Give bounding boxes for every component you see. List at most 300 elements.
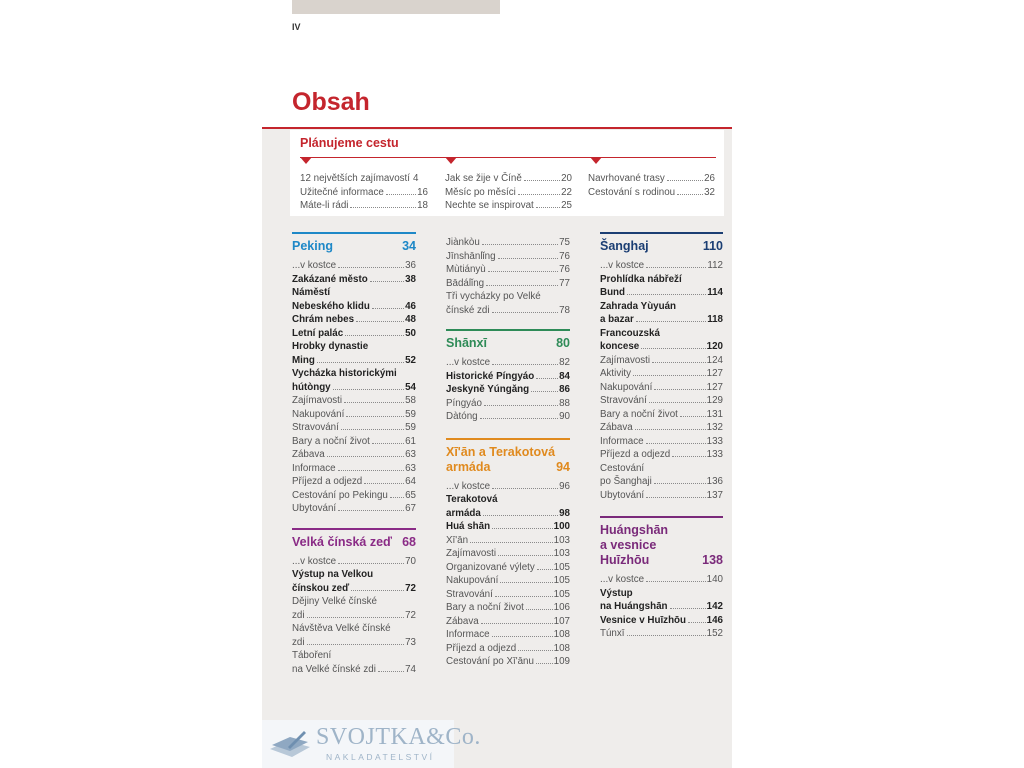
- entry-list: [600, 259, 723, 502]
- leader-dots: [482, 244, 558, 245]
- entry-label: 12 největších zajímavostí: [300, 173, 410, 184]
- section-shanghai: [600, 232, 723, 502]
- leader-dots: [536, 378, 558, 379]
- entry-page: 152: [706, 628, 723, 639]
- leader-dots: [526, 609, 553, 610]
- entry-page: 50: [405, 327, 416, 339]
- entry-page: 36: [405, 260, 416, 271]
- leader-dots: [317, 362, 404, 363]
- toc-entry[interactable]: [446, 547, 570, 561]
- toc-entry[interactable]: [600, 327, 723, 341]
- entry-label: Stravování: [292, 422, 339, 433]
- section-name: Shānxī: [446, 336, 487, 350]
- entry-label: na Velké čínské zdi: [292, 663, 376, 675]
- toc-entry[interactable]: [600, 408, 723, 422]
- entry-page: 108: [553, 629, 570, 640]
- entry-label: Nechte se inspirovat: [445, 200, 534, 211]
- toc-entry[interactable]: [292, 649, 416, 663]
- toc-entry[interactable]: [600, 313, 723, 327]
- toc-entry[interactable]: [292, 286, 416, 300]
- toc-entry[interactable]: [445, 172, 572, 186]
- entry-label: Letní palác: [292, 327, 344, 339]
- entry-page: 16: [417, 186, 428, 198]
- section-page: 68: [402, 534, 416, 549]
- toc-entry[interactable]: [292, 421, 416, 435]
- leader-dots: [483, 515, 558, 516]
- leader-dots: [488, 271, 558, 272]
- entry-label: Navrhované trasy: [588, 173, 665, 184]
- entry-page: 76: [559, 264, 570, 275]
- leader-dots: [518, 194, 560, 195]
- entry-label: Měsíc po měsíci: [445, 186, 516, 198]
- toc-entry[interactable]: [446, 277, 570, 291]
- entry-label: ...v kostce: [600, 574, 645, 585]
- toc-entry[interactable]: [446, 574, 570, 588]
- leader-dots: [307, 617, 405, 618]
- entry-page: 132: [706, 422, 723, 433]
- toc-entry[interactable]: [446, 520, 570, 534]
- plan-column-2: [445, 172, 572, 213]
- entry-label: po Šanghaji: [600, 476, 652, 487]
- entry-label: Užitečné informace: [300, 186, 384, 198]
- entry-label: Huá shān: [446, 521, 491, 532]
- toc-entry[interactable]: [600, 381, 723, 395]
- entry-label: Bary a noční život: [446, 602, 524, 613]
- entry-page: 127: [706, 381, 723, 393]
- entry-page: 75: [559, 237, 570, 248]
- section-huangshan: [600, 516, 723, 641]
- leader-dots: [351, 590, 404, 591]
- entry-page: 106: [553, 602, 570, 613]
- entry-list: [446, 480, 570, 669]
- section-heading: [446, 438, 570, 475]
- entry-page: 77: [559, 277, 570, 289]
- toc-entry[interactable]: [446, 655, 570, 669]
- leader-dots: [341, 429, 404, 430]
- entry-page: 146: [706, 614, 723, 626]
- toc-entry[interactable]: [600, 394, 723, 408]
- leader-dots: [646, 267, 706, 268]
- entry-page: 73: [405, 636, 416, 648]
- entry-page: 59: [405, 408, 416, 420]
- entry-page: 22: [561, 186, 572, 198]
- book-logo-icon: [268, 727, 312, 761]
- page-title: Obsah: [292, 88, 370, 116]
- leader-dots: [492, 636, 553, 637]
- entry-page: 114: [707, 287, 723, 298]
- toc-entry[interactable]: [600, 475, 723, 489]
- leader-dots: [518, 650, 552, 651]
- entry-page: 88: [559, 397, 570, 409]
- entry-page: 84: [559, 370, 570, 382]
- leader-dots: [646, 497, 706, 498]
- entry-label: zdi: [292, 609, 305, 621]
- toc-entry[interactable]: [292, 381, 416, 395]
- section-name: Velká čínská zeď: [292, 534, 393, 549]
- leader-dots: [680, 416, 706, 417]
- entry-page: 131: [706, 408, 723, 420]
- toc-entry[interactable]: [292, 313, 416, 327]
- toc-entry[interactable]: [292, 636, 416, 650]
- leader-dots: [344, 402, 404, 403]
- toc-entry[interactable]: [446, 561, 570, 575]
- toc-entry[interactable]: [446, 507, 570, 521]
- section-name: Peking: [292, 239, 333, 253]
- leader-dots: [498, 555, 553, 556]
- leader-dots: [633, 375, 706, 376]
- toc-entry[interactable]: [588, 186, 715, 200]
- leader-dots: [338, 563, 404, 564]
- section-heading: [600, 516, 723, 568]
- entry-page: 64: [405, 476, 416, 487]
- entry-label: Jak se žije v Číně: [445, 173, 522, 184]
- entry-label: na Huángshān: [600, 601, 668, 612]
- entry-label: Vesnice v Huīzhōu: [600, 614, 687, 626]
- column-2: [446, 236, 570, 669]
- entry-page: 67: [405, 503, 416, 514]
- entry-label: Stravování: [600, 395, 647, 406]
- leader-dots: [378, 671, 404, 672]
- toc-entry[interactable]: [292, 394, 416, 408]
- leader-dots: [667, 180, 703, 181]
- section-name: Šanghaj: [600, 239, 649, 253]
- entry-label: Nebeského klidu: [292, 300, 370, 312]
- entry-page: 98: [559, 507, 570, 519]
- leader-dots: [390, 497, 404, 498]
- leader-dots: [492, 364, 558, 365]
- leader-dots: [646, 581, 706, 582]
- leader-dots: [627, 635, 706, 636]
- toc-entry[interactable]: [600, 273, 723, 287]
- entry-label: Návštěva Velké čínské: [292, 623, 391, 634]
- leader-dots: [636, 321, 706, 322]
- entry-label: Aktivity: [600, 368, 632, 379]
- entry-page: 26: [704, 173, 715, 184]
- entry-page: 46: [405, 300, 416, 312]
- entry-label: Cestování s rodinou: [588, 186, 676, 198]
- section-page: 110: [702, 239, 723, 253]
- toc-entry[interactable]: [292, 300, 416, 314]
- entry-page: 103: [553, 548, 570, 559]
- entry-page: 72: [405, 582, 416, 594]
- entry-label: Dějiny Velké čínské: [292, 596, 377, 607]
- entry-page: 107: [553, 615, 570, 627]
- toc-entry[interactable]: [600, 286, 723, 300]
- toc-entry[interactable]: [445, 199, 572, 213]
- entry-page: 78: [559, 304, 570, 316]
- toc-entry[interactable]: [446, 250, 570, 264]
- toc-entry[interactable]: [446, 383, 570, 397]
- entry-page: 137: [706, 489, 723, 501]
- toc-entry[interactable]: [300, 199, 428, 213]
- entry-label: Zábava: [446, 615, 479, 627]
- entry-label: Organizované výlety: [446, 561, 535, 573]
- toc-entry[interactable]: [446, 628, 570, 642]
- leader-dots: [345, 335, 404, 336]
- toc-entry[interactable]: [588, 172, 715, 186]
- entry-label: Zajímavosti: [446, 548, 497, 559]
- plan-column-3: [588, 172, 715, 199]
- leader-dots: [536, 207, 560, 208]
- entry-list: [446, 236, 570, 317]
- entry-label: Túnxī: [600, 628, 625, 639]
- entry-page: 129: [706, 395, 723, 406]
- toc-entry[interactable]: [292, 489, 416, 503]
- toc-entry[interactable]: [292, 354, 416, 368]
- leader-dots: [627, 294, 706, 295]
- leader-dots: [470, 542, 553, 543]
- entry-page: 86: [559, 384, 570, 395]
- entry-label: Bādálǐng: [446, 277, 485, 289]
- toc-entry[interactable]: [600, 573, 723, 587]
- toc-entry[interactable]: [600, 614, 723, 628]
- plan-rule: [300, 157, 716, 158]
- top-bar: [292, 0, 500, 14]
- entry-page: 124: [706, 354, 723, 366]
- entry-label: Informace: [292, 462, 336, 474]
- entry-page: 25: [561, 200, 572, 211]
- entry-page: 74: [405, 663, 416, 675]
- leader-dots: [307, 644, 405, 645]
- leader-dots: [652, 362, 706, 363]
- entry-page: 112: [707, 260, 723, 271]
- toc-entry[interactable]: [292, 367, 416, 381]
- entry-label: Cestování po Xī'ānu: [446, 656, 534, 667]
- entry-page: 54: [405, 381, 416, 393]
- toc-entry[interactable]: [292, 259, 416, 273]
- entry-label: Zajímavosti: [292, 395, 343, 406]
- entry-label: Zábava: [600, 422, 633, 433]
- section-peking: [292, 232, 416, 516]
- plan-heading: Plánujeme cestu: [300, 136, 399, 150]
- entry-label: Hrobky dynastie: [292, 341, 369, 352]
- section-xian: [446, 438, 570, 669]
- entry-label: Příjezd a odjezd: [446, 642, 517, 654]
- entry-label: Bary a noční život: [600, 408, 678, 420]
- entry-page: 20: [561, 173, 572, 184]
- toc-entry[interactable]: [600, 259, 723, 273]
- entry-label: Xī'ān: [446, 534, 469, 546]
- toc-entry[interactable]: [292, 595, 416, 609]
- entry-label: Dàtóng: [446, 411, 478, 422]
- entry-page: 136: [706, 476, 723, 487]
- toc-entry[interactable]: [600, 489, 723, 503]
- toc-entry[interactable]: [446, 493, 570, 507]
- entry-page: 118: [707, 314, 723, 325]
- entry-label: koncese: [600, 341, 640, 352]
- entry-label: Bund: [600, 287, 626, 298]
- entry-label: Vycházka historickými: [292, 368, 397, 379]
- toc-entry[interactable]: [292, 622, 416, 636]
- leader-dots: [370, 281, 404, 282]
- entry-page: 48: [405, 314, 416, 325]
- toc-entry[interactable]: [292, 609, 416, 623]
- entry-page: 70: [405, 555, 416, 567]
- leader-dots: [688, 622, 706, 623]
- entry-label: čínskou zeď: [292, 582, 350, 594]
- entry-label: Prohlídka nábřeží: [600, 273, 682, 285]
- entry-label: Cestování: [600, 462, 645, 474]
- entry-page: 18: [417, 200, 428, 211]
- leader-dots: [350, 207, 416, 208]
- entry-label: Výstup na Velkou: [292, 569, 374, 580]
- toc-entry[interactable]: [292, 327, 416, 341]
- entry-page: 140: [706, 574, 723, 585]
- leader-dots: [654, 389, 705, 390]
- entry-label: Mùtiányù: [446, 264, 486, 275]
- section-page: 34: [402, 239, 416, 253]
- toc-entry[interactable]: [446, 263, 570, 277]
- leader-dots: [635, 429, 706, 430]
- plan-marker-3: [590, 157, 602, 164]
- toc-entry[interactable]: [600, 448, 723, 462]
- entry-page: 38: [405, 273, 416, 285]
- toc-entry[interactable]: [446, 588, 570, 602]
- leader-dots: [356, 321, 404, 322]
- toc-entry[interactable]: [600, 300, 723, 314]
- toc-entry[interactable]: [292, 340, 416, 354]
- entry-label: Chrám nebes: [292, 314, 355, 325]
- entry-page: 105: [553, 588, 570, 600]
- toc-entry[interactable]: [300, 172, 428, 186]
- entry-page: 108: [553, 642, 570, 654]
- toc-entry[interactable]: [446, 534, 570, 548]
- toc-entry[interactable]: [446, 397, 570, 411]
- toc-entry[interactable]: [292, 568, 416, 582]
- toc-entry[interactable]: [446, 615, 570, 629]
- toc-entry[interactable]: [292, 582, 416, 596]
- toc-entry[interactable]: [446, 356, 570, 370]
- leader-dots: [495, 596, 553, 597]
- leader-dots: [492, 312, 559, 313]
- column-1: [292, 232, 416, 676]
- section-heading: [446, 329, 570, 351]
- toc-entry[interactable]: [600, 600, 723, 614]
- toc-entry[interactable]: [292, 448, 416, 462]
- toc-entry[interactable]: [446, 304, 570, 318]
- leader-dots: [641, 348, 705, 349]
- entry-label: a bazar: [600, 314, 634, 325]
- entry-page: 32: [704, 186, 715, 198]
- leader-dots: [649, 402, 706, 403]
- entry-page: 63: [405, 462, 416, 474]
- entry-page: 109: [553, 656, 570, 667]
- toc-entry[interactable]: [600, 587, 723, 601]
- leader-dots: [531, 391, 558, 392]
- leader-dots: [364, 483, 404, 484]
- toc-entry[interactable]: [292, 435, 416, 449]
- entry-page: 133: [706, 435, 723, 447]
- entry-label: Zahrada Yùyuán: [600, 300, 677, 312]
- leader-dots: [677, 194, 703, 195]
- publisher-name: SVOJTKA&Co.: [316, 724, 481, 750]
- leader-dots: [338, 510, 404, 511]
- entry-label: Terakotová: [446, 494, 498, 505]
- toc-entry[interactable]: [446, 290, 570, 304]
- entry-label: Táboření: [292, 650, 332, 661]
- entry-page: 133: [706, 449, 723, 460]
- entry-label: Výstup: [600, 587, 633, 599]
- leader-dots: [480, 418, 559, 419]
- leader-dots: [486, 285, 558, 286]
- toc-entry[interactable]: [446, 601, 570, 615]
- toc-entry[interactable]: [292, 408, 416, 422]
- leader-dots: [338, 267, 404, 268]
- leader-dots: [386, 194, 416, 195]
- entry-page: 76: [559, 250, 570, 262]
- entry-page: 58: [405, 395, 416, 406]
- section-heading: [292, 232, 416, 254]
- entry-label: Ubytování: [292, 503, 337, 514]
- toc-entry[interactable]: [600, 627, 723, 641]
- toc-entry[interactable]: [446, 410, 570, 424]
- toc-entry[interactable]: [446, 370, 570, 384]
- entry-label: armáda: [446, 507, 481, 519]
- toc-entry[interactable]: [600, 340, 723, 354]
- entry-label: zdi: [292, 636, 305, 648]
- entry-label: Historické Píngyáo: [446, 370, 535, 382]
- entry-label: Nakupování: [446, 575, 499, 586]
- toc-entry[interactable]: [446, 480, 570, 494]
- toc-entry[interactable]: [600, 435, 723, 449]
- entry-label: Francouzská: [600, 327, 660, 339]
- entry-page: 96: [559, 480, 570, 492]
- plan-column-1: [300, 172, 428, 213]
- section-page: 94: [556, 459, 570, 474]
- toc-entry[interactable]: [600, 354, 723, 368]
- section-great-wall: [292, 528, 416, 677]
- leader-dots: [372, 443, 404, 444]
- toc-entry[interactable]: [292, 502, 416, 516]
- entry-page: 120: [706, 341, 723, 352]
- section-heading: [292, 528, 416, 550]
- entry-label: Jiànkòu: [446, 237, 480, 248]
- column-3: [600, 232, 723, 641]
- leader-dots: [338, 470, 405, 471]
- entry-page: 61: [405, 435, 416, 447]
- toc-entry[interactable]: [292, 462, 416, 476]
- entry-list: [446, 356, 570, 424]
- toc-entry[interactable]: [292, 555, 416, 569]
- plan-marker-2: [445, 157, 457, 164]
- toc-entry[interactable]: [446, 236, 570, 250]
- toc-entry[interactable]: [445, 186, 572, 200]
- leader-dots: [646, 443, 706, 444]
- entry-label: Jīnshānlǐng: [446, 250, 496, 262]
- entry-label: hútòngy: [292, 381, 331, 393]
- entry-label: ...v kostce: [446, 480, 491, 492]
- leader-dots: [498, 258, 559, 259]
- entry-page: 65: [405, 489, 416, 501]
- toc-entry[interactable]: [600, 462, 723, 476]
- entry-label: Píngyáo: [446, 397, 482, 409]
- leader-dots: [484, 405, 558, 406]
- section-name: Huángshān a vesnice Huīzhōu: [600, 523, 669, 567]
- entry-label: čínské zdi: [446, 304, 490, 316]
- entry-page: 127: [706, 368, 723, 379]
- toc-entry[interactable]: [292, 273, 416, 287]
- toc-entry[interactable]: [292, 663, 416, 677]
- toc-entry[interactable]: [600, 421, 723, 435]
- toc-entry[interactable]: [446, 642, 570, 656]
- section-page: 138: [702, 553, 723, 567]
- entry-label: ...v kostce: [292, 555, 337, 567]
- toc-entry[interactable]: [600, 367, 723, 381]
- page-number: IV: [292, 22, 301, 32]
- toc-entry[interactable]: [300, 186, 428, 200]
- toc-entry[interactable]: [292, 475, 416, 489]
- section-shanxi: [446, 329, 570, 424]
